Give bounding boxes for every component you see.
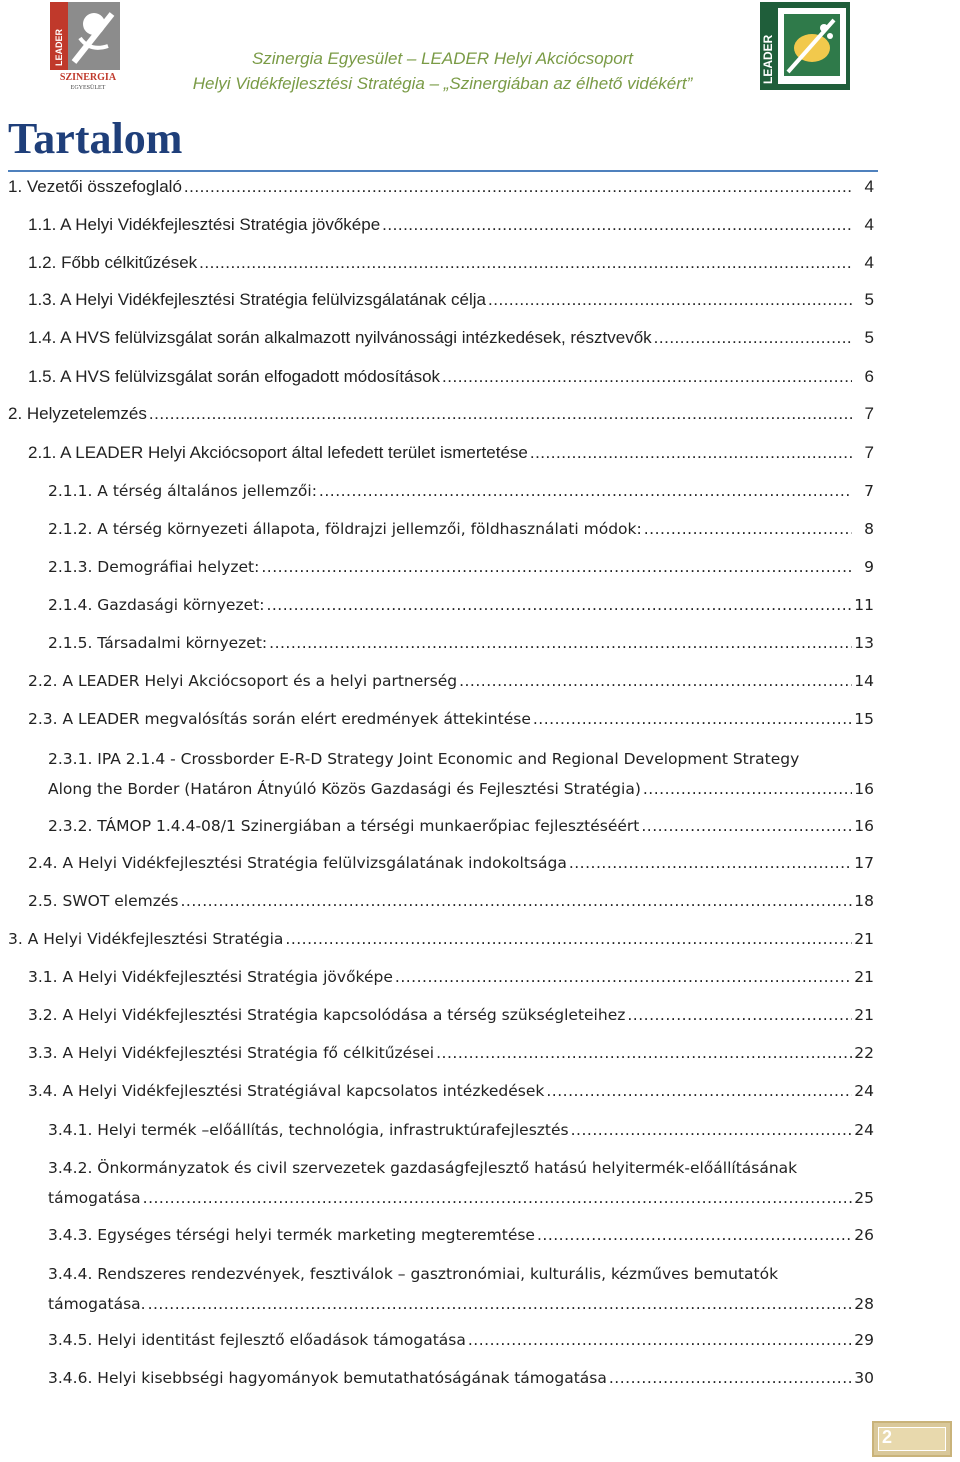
toc-entry[interactable]: [48, 629, 874, 657]
toc-dot-leader: [266, 591, 852, 619]
page-number: 2: [882, 1427, 893, 1447]
toc-dot-leader: [285, 925, 852, 953]
toc-entry-title: 1.4. A HVS felülvizsgálat során alkalmazott nyilvánossági intézkedések, résztvevők: [28, 328, 652, 347]
toc-page-number: 7: [864, 404, 874, 423]
toc-entry-title: 2.1. A LEADER Helyi Akciócsoport által lefedett terület ismertetése: [28, 443, 528, 462]
toc-dot-leader: [148, 1289, 852, 1319]
toc-entry-title: 3.2. A Helyi Vidékfejlesztési Stratégia kapcsolódása a térség szükségleteihez: [28, 1006, 626, 1024]
toc-entry[interactable]: [8, 173, 874, 201]
toc-dot-leader: [199, 249, 852, 277]
toc-dot-leader: [181, 887, 853, 915]
toc-dot-leader: [149, 400, 852, 428]
toc-entry[interactable]: [48, 1364, 874, 1392]
toc-page-number: 24: [854, 1121, 874, 1139]
toc-page-number: 16: [854, 780, 874, 798]
toc-entry-title: 2.1.4. Gazdasági környezet:: [48, 596, 265, 614]
toc-dot-leader: [571, 1116, 852, 1144]
toc-entry[interactable]: [28, 1077, 874, 1105]
toc-entry-title: 1.5. A HVS felülvizsgálat során elfogadott módosítások: [28, 367, 441, 386]
toc-entry-first-line: 3.4.2. Önkormányzatok és civil szervezetek gazdaságfejlesztő hatású helyitermék-előállításának: [48, 1159, 798, 1177]
toc-entry[interactable]: [28, 211, 874, 239]
toc-page-number: 9: [864, 558, 874, 576]
toc-dot-leader: [609, 1364, 852, 1392]
toc-page-number: 7: [864, 443, 874, 462]
toc-entry[interactable]: [48, 1153, 874, 1213]
toc-entry-title: 3.4.3. Egységes térségi helyi termék marketing megteremtése: [48, 1226, 535, 1244]
toc-dot-leader: [643, 774, 852, 804]
toc-entry-title: 1. Vezetői összefoglaló: [8, 177, 182, 196]
toc-entry[interactable]: [28, 849, 874, 877]
toc-entry-title: 2.1.2. A térség környezeti állapota, földrajzi jellemzői, földhasználati módok:: [48, 520, 642, 538]
toc-entry-title: 3.4.1. Helyi termék –előállítás, technológia, infrastruktúrafejlesztés: [48, 1121, 569, 1139]
toc-entry[interactable]: [48, 1259, 874, 1319]
toc-entry[interactable]: [28, 286, 874, 314]
toc-entry-title: 3.4.6. Helyi kisebbségi hagyományok bemutathatóságának támogatása: [48, 1369, 607, 1387]
toc-entry-title: 2.1.5. Társadalmi környezet:: [48, 634, 268, 652]
toc-dot-leader: [641, 812, 852, 840]
toc-page-number: 22: [854, 1044, 874, 1062]
svg-text:SZINERGIA: SZINERGIA: [59, 72, 117, 83]
toc-entry-title: támogatása.: [48, 1295, 146, 1313]
toc-dot-leader: [627, 1001, 852, 1029]
toc-entry-title: 3.3. A Helyi Vidékfejlesztési Stratégia fő célkitűzései: [28, 1044, 435, 1062]
page-header: [0, 0, 960, 100]
toc-entry[interactable]: [28, 324, 874, 352]
toc-entry[interactable]: [8, 925, 874, 953]
toc-entry[interactable]: [28, 1039, 874, 1067]
toc-page-number: 5: [864, 290, 874, 309]
toc-dot-leader: [459, 667, 852, 695]
toc-page-number: 21: [854, 968, 874, 986]
toc-entry[interactable]: [28, 667, 874, 695]
toc-dot-leader: [533, 705, 852, 733]
header-strategy-line: Helyi Vidékfejlesztési Stratégia – „Szinergiában az élhető vidékért”: [192, 74, 693, 93]
toc-entry-title: 3.1. A Helyi Vidékfejlesztési Stratégia jövőképe: [28, 968, 393, 986]
page-number-badge: [872, 1421, 952, 1457]
toc-entry[interactable]: [48, 477, 874, 505]
toc-entry-title: 2.3. A LEADER megvalósítás során elért eredmények áttekintése: [28, 710, 531, 728]
header-org-line: Szinergia Egyesület – LEADER Helyi Akciócsoport: [251, 49, 634, 68]
toc-entry-title: 2. Helyzetelemzés: [8, 404, 147, 423]
toc-dot-leader: [382, 211, 852, 239]
toc-page-number: 16: [854, 817, 874, 835]
toc-entry[interactable]: [28, 705, 874, 733]
toc-dot-leader: [569, 849, 852, 877]
toc-dot-leader: [546, 1077, 852, 1105]
toc-entry-title: 2.2. A LEADER Helyi Akciócsoport és a helyi partnerség: [28, 672, 458, 690]
leader-logo-text: LEADER: [761, 34, 775, 84]
toc-entry[interactable]: [48, 812, 874, 840]
toc-page-number: 4: [864, 215, 874, 234]
toc-entry[interactable]: [28, 887, 874, 915]
toc-entry[interactable]: [48, 1116, 874, 1144]
toc-entry-title: 1.2. Főbb célkitűzések: [28, 253, 198, 272]
toc-page-number: 30: [854, 1369, 874, 1387]
toc-dot-leader: [537, 1221, 852, 1249]
toc-page-number: 13: [854, 634, 874, 652]
toc-entry[interactable]: [48, 553, 874, 581]
logo-vertical-text: LEADER: [54, 28, 64, 66]
toc-entry-title: 2.4. A Helyi Vidékfejlesztési Stratégia felülvizsgálatának indokoltsága: [28, 854, 567, 872]
toc-entry[interactable]: [48, 1326, 874, 1354]
toc-dot-leader: [442, 363, 852, 391]
toc-page-number: 14: [854, 672, 874, 690]
toc-page-number: 8: [864, 520, 874, 538]
toc-entry[interactable]: [28, 363, 874, 391]
toc-entry[interactable]: [28, 249, 874, 277]
toc-entry-title: Along the Border (Határon Átnyúló Közös Gazdasági és Fejlesztési Stratégia): [48, 780, 641, 798]
toc-dot-leader: [654, 324, 852, 352]
toc-page-number: 28: [854, 1295, 874, 1313]
toc-entry-first-line: 2.3.1. IPA 2.1.4 - Crossborder E-R-D Strategy Joint Economic and Regional Development Strategy: [48, 750, 800, 768]
toc-dot-leader: [488, 286, 852, 314]
toc-entry-title: 2.1.1. A térség általános jellemzői:: [48, 482, 317, 500]
toc-dot-leader: [269, 629, 852, 657]
toc-dot-leader: [261, 553, 852, 581]
toc-entry-title: 3.4. A Helyi Vidékfejlesztési Stratégiával kapcsolatos intézkedések: [28, 1082, 545, 1100]
toc-entry-title: 2.1.3. Demográfiai helyzet:: [48, 558, 260, 576]
toc-dot-leader: [143, 1183, 852, 1213]
toc-entry[interactable]: [48, 591, 874, 619]
toc-entry[interactable]: [48, 744, 874, 804]
toc-page-number: 6: [864, 367, 874, 386]
toc-entry-title: 3.4.5. Helyi identitást fejlesztő előadások támogatása: [48, 1331, 466, 1349]
toc-dot-leader: [644, 515, 852, 543]
toc-page-number: 24: [854, 1082, 874, 1100]
toc-entry[interactable]: [8, 400, 874, 428]
leader-logo: [758, 0, 852, 92]
header-text: [130, 46, 755, 96]
toc-page-number: 29: [854, 1331, 874, 1349]
toc-page-number: 15: [854, 710, 874, 728]
toc-entry-first-line: 3.4.4. Rendszeres rendezvények, fesztiválok – gasztronómiai, kulturális, kézműves bemutatók: [48, 1265, 779, 1283]
toc-page-number: 7: [864, 482, 874, 500]
toc-entry[interactable]: [48, 1221, 874, 1249]
szinergia-logo: [50, 2, 126, 90]
toc-page-number: 21: [854, 930, 874, 948]
toc-page-number: 25: [854, 1189, 874, 1207]
toc-dot-leader: [184, 173, 852, 201]
toc-entry-title: 3. A Helyi Vidékfejlesztési Stratégia: [8, 930, 284, 948]
toc-entry-title: támogatása: [48, 1189, 141, 1207]
svg-text:EGYESÜLET: EGYESÜLET: [70, 85, 106, 90]
toc-entry-title: 1.3. A Helyi Vidékfejlesztési Stratégia felülvizsgálatának célja: [28, 290, 486, 309]
toc-page-number: 21: [854, 1006, 874, 1024]
toc-page-number: 17: [854, 854, 874, 872]
toc-page-number: 11: [854, 596, 874, 614]
toc-entry[interactable]: [28, 963, 874, 991]
toc-entry-title: 2.5. SWOT elemzés: [28, 892, 179, 910]
toc-page-number: 4: [864, 253, 874, 272]
toc-page-number: 26: [854, 1226, 874, 1244]
toc-page-number: 5: [864, 328, 874, 347]
toc-entry[interactable]: [48, 515, 874, 543]
toc-dot-leader: [468, 1326, 852, 1354]
page-title: Tartalom: [8, 114, 183, 163]
title-underline: [8, 170, 878, 172]
toc-page-number: 4: [864, 177, 874, 196]
toc-entry-title: 2.3.2. TÁMOP 1.4.4-08/1 Szinergiában a térségi munkaerőpiac fejlesztéséért: [48, 817, 640, 835]
toc-page-number: 18: [854, 892, 874, 910]
toc-entry-title: 1.1. A Helyi Vidékfejlesztési Stratégia jövőképe: [28, 215, 381, 234]
toc-dot-leader: [395, 963, 852, 991]
toc-entry[interactable]: [28, 1001, 874, 1029]
toc-dot-leader: [530, 439, 852, 467]
toc-dot-leader: [436, 1039, 852, 1067]
toc-dot-leader: [319, 477, 852, 505]
toc-entry[interactable]: [28, 439, 874, 467]
